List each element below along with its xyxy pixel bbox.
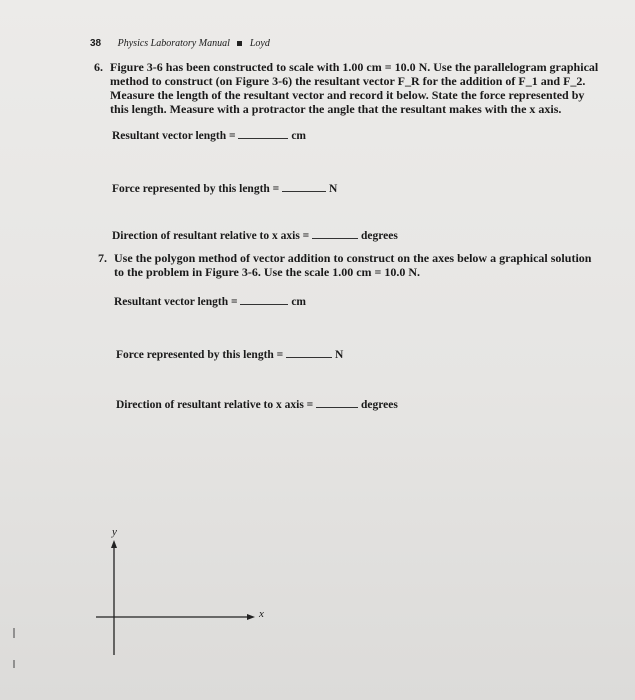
x-axis-arrow-icon [247, 614, 255, 620]
p7-resultant-unit: cm [291, 296, 307, 308]
y-axis-arrow-icon [111, 540, 117, 548]
p7-direction-unit: degrees [360, 399, 398, 411]
p7-resultant-label: Resultant vector length = [114, 296, 238, 308]
p6-force-label: Force represented by this length = [112, 183, 280, 195]
page-number: 38 [90, 38, 102, 49]
p6-resultant-blank[interactable] [238, 128, 288, 139]
p6-direction-unit: degrees [360, 230, 398, 242]
p7-direction-label: Direction of resultant relative to x axis = [116, 399, 314, 411]
p6-resultant-label: Resultant vector length = [112, 130, 236, 142]
problem-7-number: 7. [98, 251, 107, 265]
problem-6-number: 6. [94, 60, 103, 74]
p6-resultant-unit: cm [291, 130, 307, 142]
p7-direction-blank[interactable] [316, 397, 358, 408]
square-bullet-icon [237, 41, 242, 46]
y-axis-label: y [112, 526, 117, 538]
p6-resultant-line [112, 128, 306, 142]
problem-7 [98, 251, 604, 279]
p6-force-unit: N [328, 183, 338, 195]
manual-title: Physics Laboratory Manual [117, 38, 230, 49]
problem-7-text: Use the polygon method of vector addition to construct on the axes below a graphical solution to the problem in Figure 3-6. Use the scale 1.00 cm = 10.0 N. [114, 251, 592, 279]
p7-force-blank[interactable] [286, 347, 332, 358]
p6-direction-blank[interactable] [312, 228, 358, 239]
p7-force-unit: N [334, 349, 344, 361]
p7-direction-line [116, 397, 398, 411]
x-axis-label: x [259, 608, 264, 620]
p6-direction-line [112, 228, 398, 242]
p6-force-line [112, 181, 337, 195]
p7-force-label: Force represented by this length = [116, 349, 284, 361]
p7-resultant-line [114, 294, 306, 308]
problem-6-text: Figure 3-6 has been constructed to scale with 1.00 cm = 10.0 N. Use the parallelogram graphical method to construct (on Figure 3-6) the resultant vector F_R for the addition of F_1 and F_2. Measure the length of the resultant vector and record it below. State the force represented by this length. Measure with a protractor the angle that the resultant makes with the x axis. [110, 60, 599, 116]
problem-6 [94, 60, 600, 116]
p6-force-blank[interactable] [282, 181, 326, 192]
p7-resultant-blank[interactable] [240, 294, 288, 305]
running-header [90, 38, 270, 49]
author-name: Loyd [249, 38, 270, 49]
p6-direction-label: Direction of resultant relative to x axis = [112, 230, 310, 242]
p7-force-line [116, 347, 343, 361]
